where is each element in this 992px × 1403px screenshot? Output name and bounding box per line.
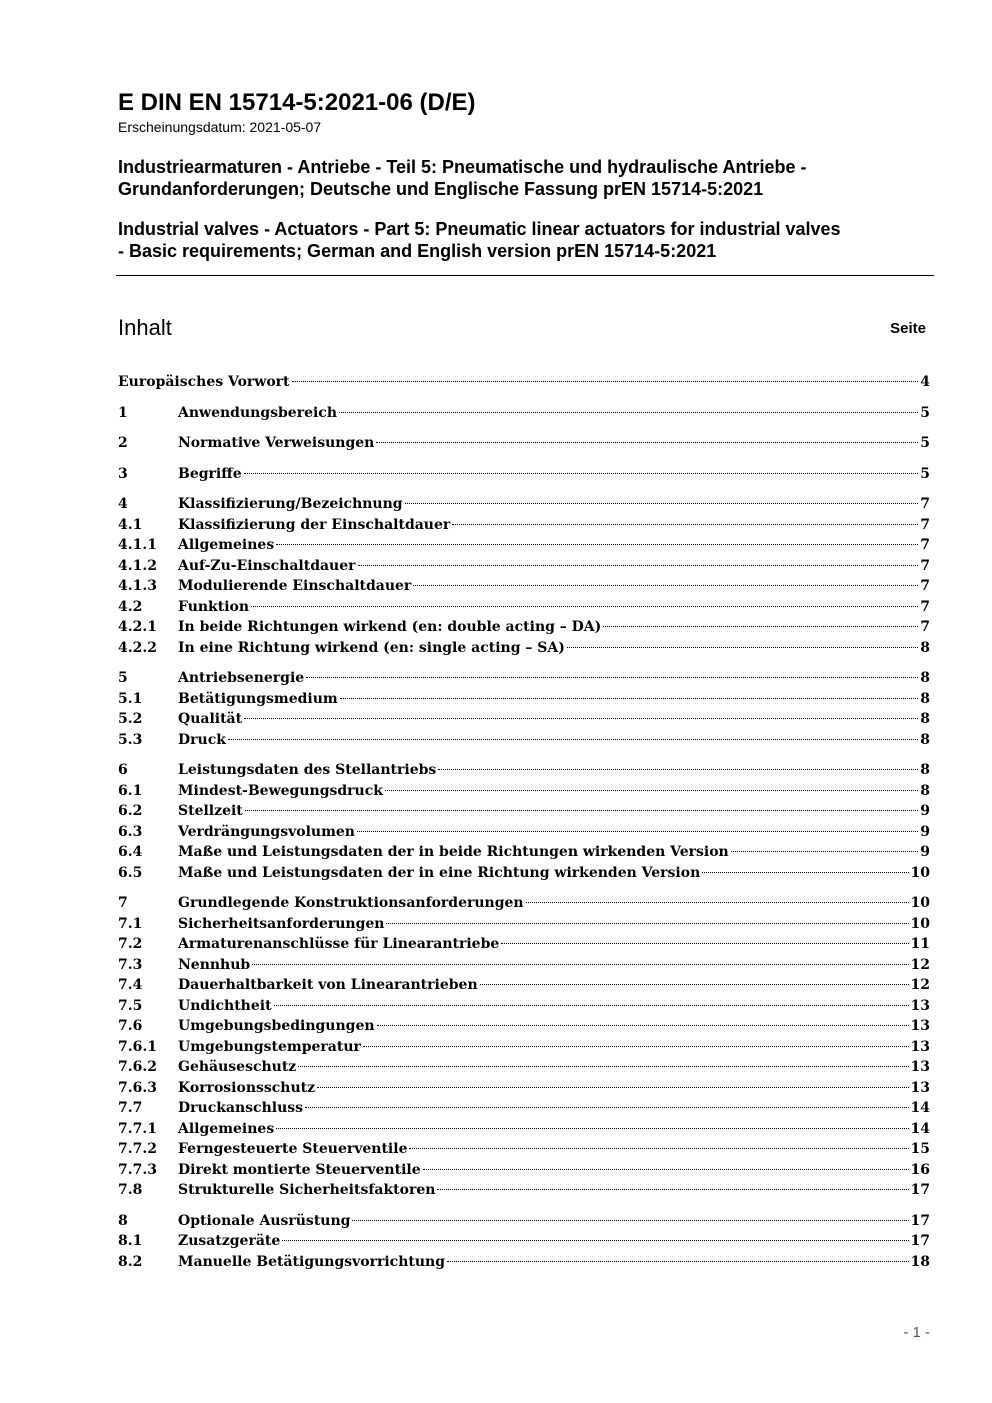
toc-entry-title[interactable]: Optionale Ausrüstung: [178, 1212, 351, 1229]
toc-entry-number: 4.2.1: [118, 619, 157, 635]
toc-entry-number: 7.7.1: [118, 1120, 157, 1137]
toc-entry-page: 8: [920, 782, 930, 799]
toc-entry-page: 17: [910, 1212, 930, 1229]
toc-dot-leader: [298, 1066, 908, 1067]
toc-entry-page: 7: [920, 598, 930, 615]
toc-dot-leader: [501, 943, 908, 944]
toc-entry[interactable]: [118, 689, 930, 710]
toc-entry-page: 8: [920, 670, 930, 686]
toc-entry[interactable]: [118, 638, 930, 659]
toc-entry-page: 13: [910, 997, 930, 1014]
toc-heading: Inhalt: [118, 315, 172, 340]
toc-dot-leader: [376, 442, 918, 443]
toc-entry-page: 7: [920, 516, 930, 533]
toc-dot-leader: [526, 902, 909, 903]
toc-entry-number: 7.6.3: [118, 1079, 157, 1096]
toc-entry[interactable]: [118, 955, 930, 976]
toc-entry[interactable]: [118, 822, 930, 843]
toc-dot-leader: [567, 647, 918, 648]
toc-entry-page: 14: [910, 1120, 930, 1137]
toc-entry-number: 5.3: [118, 731, 143, 748]
toc-entry-page: 12: [910, 977, 930, 993]
toc-entry-page: 16: [910, 1161, 930, 1178]
table-of-contents: [118, 372, 930, 1272]
toc-entry[interactable]: [118, 1231, 930, 1252]
toc-entry-page: 4: [920, 374, 930, 390]
toc-entry-page: 8: [920, 690, 930, 707]
toc-entry-number: 7.6.1: [118, 1038, 157, 1055]
toc-entry-page: 8: [920, 711, 930, 727]
header-divider: [116, 275, 934, 276]
toc-entry[interactable]: [118, 1119, 930, 1140]
toc-entry[interactable]: [118, 996, 930, 1017]
toc-entry-title[interactable]: Umgebungsbedingungen: [178, 1018, 375, 1034]
toc-entry[interactable]: [118, 801, 930, 822]
toc-dot-leader: [276, 544, 918, 545]
toc-entry[interactable]: [118, 1078, 930, 1099]
toc-entry-page: 8: [920, 639, 930, 656]
toc-dot-leader: [252, 964, 908, 965]
toc-entry-page: 5: [920, 465, 930, 482]
toc-entry-title[interactable]: Normative Verweisungen: [178, 435, 375, 451]
toc-entry-title[interactable]: Umgebungstemperatur: [178, 1038, 361, 1055]
toc-entry-title[interactable]: Funktion: [178, 598, 250, 615]
toc-entry[interactable]: [118, 934, 930, 955]
title-german-line-2: Grundanforderungen; Deutsche und Englische Fassung prEN 15714-5:2021: [118, 179, 764, 199]
title-german-line-1: Industriearmaturen - Antriebe - Teil 5: Pneumatische und hydraulische Antriebe -: [118, 157, 807, 177]
toc-entry-number: 7.6: [118, 1018, 143, 1034]
toc-entry-title[interactable]: Klassifizierung/Bezeichnung: [178, 496, 403, 512]
toc-entry-title[interactable]: Maße und Leistungsdaten der in eine Richtung wirkenden Version: [178, 864, 701, 881]
toc-entry[interactable]: [118, 1252, 930, 1273]
toc-entry[interactable]: [118, 535, 930, 556]
toc-entry-page: 9: [920, 823, 930, 840]
toc-entry-number: 4.1.2: [118, 557, 157, 574]
toc-heading-row: [118, 314, 926, 342]
toc-entry[interactable]: [118, 597, 930, 618]
toc-entry[interactable]: [118, 556, 930, 577]
toc-dot-leader: [276, 1128, 908, 1129]
toc-entry-number: 8: [118, 1212, 128, 1229]
toc-dot-leader: [339, 412, 918, 413]
toc-entry-page: 10: [910, 915, 930, 932]
toc-entry-number: 6: [118, 762, 128, 778]
toc-entry-number: 3: [118, 465, 128, 482]
toc-dot-leader: [437, 1189, 908, 1190]
toc-entry-title[interactable]: Verdrängungsvolumen: [178, 823, 355, 840]
toc-entry-page: 13: [910, 1018, 930, 1034]
toc-entry-number: 6.5: [118, 864, 143, 881]
toc-entry-title[interactable]: Grundlegende Konstruktionsanforderungen: [178, 895, 524, 911]
toc-dot-leader: [413, 585, 918, 586]
toc-entry[interactable]: [118, 494, 930, 515]
toc-dot-leader: [731, 851, 919, 852]
toc-entry-number: 7.5: [118, 997, 143, 1014]
toc-entry-number: 5: [118, 670, 128, 686]
toc-entry-title[interactable]: Auf-Zu-Einschaltdauer: [178, 557, 356, 574]
toc-entry-title[interactable]: Antriebsenergie: [178, 670, 305, 686]
toc-entry-page: 8: [920, 731, 930, 748]
document-id: E DIN EN 15714-5:2021-06 (D/E): [118, 89, 476, 116]
toc-entry-title[interactable]: Druckanschluss: [178, 1100, 304, 1116]
toc-dot-leader: [245, 810, 918, 811]
toc-entry[interactable]: [118, 576, 930, 597]
toc-dot-leader: [317, 1087, 908, 1088]
toc-entry[interactable]: [118, 730, 930, 751]
toc-entry-number: 7.3: [118, 956, 143, 973]
toc-entry[interactable]: [118, 1057, 930, 1078]
toc-entry-number: 7.7.2: [118, 1141, 157, 1157]
toc-entry[interactable]: [118, 893, 930, 914]
toc-dot-leader: [352, 1220, 908, 1221]
toc-entry[interactable]: [118, 975, 930, 996]
toc-entry[interactable]: [118, 781, 930, 802]
toc-entry-page: 5: [920, 404, 930, 421]
toc-entry-title[interactable]: Gehäuseschutz: [178, 1059, 297, 1075]
toc-entry-title[interactable]: Manuelle Betätigungsvorrichtung: [178, 1253, 445, 1270]
toc-entry-page: 10: [910, 864, 930, 881]
toc-entry-title[interactable]: Leistungsdaten des Stellantriebs: [178, 762, 437, 778]
toc-entry-number: 7.7: [118, 1100, 143, 1116]
toc-entry-title[interactable]: Stellzeit: [178, 803, 243, 819]
toc-dot-leader: [603, 626, 918, 627]
toc-entry-title[interactable]: Korrosionsschutz: [178, 1079, 316, 1096]
toc-entry-title[interactable]: Druck: [178, 731, 226, 748]
toc-entry-title[interactable]: In beide Richtungen wirkend (en: double acting – DA): [178, 619, 602, 635]
toc-entry-page: 7: [920, 619, 930, 635]
toc-entry-title[interactable]: Nennhub: [178, 956, 251, 973]
toc-dot-leader: [274, 1005, 909, 1006]
toc-entry[interactable]: [118, 760, 930, 781]
toc-entry-number: 7.8: [118, 1182, 143, 1198]
publication-date: Erscheinungsdatum: 2021-05-07: [118, 119, 322, 135]
toc-entry-page: 13: [910, 1079, 930, 1096]
toc-entry-number: 4.1.3: [118, 578, 157, 594]
toc-entry-page: 13: [910, 1059, 930, 1075]
toc-dot-leader: [292, 381, 919, 382]
toc-entry-title[interactable]: Sicherheitsanforderungen: [178, 915, 385, 932]
toc-dot-leader: [405, 503, 919, 504]
toc-entry-page: 7: [920, 537, 930, 553]
toc-entry-page: 17: [910, 1233, 930, 1249]
toc-entry-number: 6.3: [118, 823, 143, 840]
toc-entry-page: 9: [920, 803, 930, 819]
toc-dot-leader: [377, 1025, 909, 1026]
toc-entry-number: 7.2: [118, 936, 143, 952]
toc-entry[interactable]: [118, 372, 930, 393]
toc-entry-page: 14: [910, 1100, 930, 1116]
toc-dot-leader: [251, 606, 918, 607]
toc-page-column-label: Seite: [890, 320, 926, 337]
toc-entry-title[interactable]: Begriffe: [178, 465, 242, 482]
toc-dot-leader: [282, 1240, 908, 1241]
toc-entry-title[interactable]: Ferngesteuerte Steuerventile: [178, 1141, 408, 1157]
toc-entry-page: 8: [920, 762, 930, 778]
toc-dot-leader: [447, 1261, 909, 1262]
toc-dot-leader: [452, 524, 918, 525]
toc-entry[interactable]: [118, 1160, 930, 1181]
document-header: [118, 88, 934, 262]
toc-entry[interactable]: [118, 403, 930, 424]
toc-dot-leader: [306, 677, 918, 678]
toc-entry-title[interactable]: Klassifizierung der Einschaltdauer: [178, 516, 451, 533]
toc-entry[interactable]: [118, 464, 930, 485]
toc-entry-title[interactable]: Maße und Leistungsdaten der in beide Richtungen wirkenden Version: [178, 844, 729, 860]
toc-entry[interactable]: [118, 842, 930, 863]
toc-entry-number: 7.7.3: [118, 1161, 157, 1178]
toc-entry[interactable]: [118, 1180, 930, 1201]
toc-entry-page: 13: [910, 1038, 930, 1055]
toc-entry[interactable]: [118, 515, 930, 536]
toc-entry-number: 1: [118, 404, 128, 421]
toc-entry-title[interactable]: Mindest-Bewegungsdruck: [178, 782, 383, 799]
toc-dot-leader: [363, 1046, 909, 1047]
toc-entry-page: 7: [920, 578, 930, 594]
page-number: - 1 -: [903, 1324, 930, 1341]
toc-entry-title[interactable]: Qualität: [178, 711, 243, 727]
toc-entry-number: 4.2: [118, 598, 143, 615]
toc-dot-leader: [480, 984, 909, 985]
toc-entry-number: 7: [118, 895, 128, 911]
toc-dot-leader: [244, 718, 918, 719]
toc-entry-page: 9: [920, 844, 930, 860]
toc-dot-leader: [358, 565, 919, 566]
toc-dot-leader: [386, 923, 908, 924]
toc-entry-number: 7.4: [118, 977, 143, 993]
title-english: [118, 218, 934, 262]
toc-entry[interactable]: [118, 1098, 930, 1119]
toc-entry-title[interactable]: Dauerhaltbarkeit von Linearantrieben: [178, 977, 478, 993]
title-german: [118, 156, 934, 200]
toc-entry-title[interactable]: Betätigungsmedium: [178, 690, 338, 707]
toc-entry-title[interactable]: Allgemeines: [178, 537, 275, 553]
toc-entry-number: 4.1.1: [118, 537, 157, 553]
toc-entry-number: 5.2: [118, 711, 143, 727]
title-english-line-1: Industrial valves - Actuators - Part 5: Pneumatic linear actuators for industrial valves: [118, 219, 841, 239]
toc-entry[interactable]: [118, 863, 930, 884]
toc-entry-number: 7.1: [118, 915, 143, 932]
toc-entry-title[interactable]: Modulierende Einschaltdauer: [178, 578, 412, 594]
toc-dot-leader: [305, 1107, 909, 1108]
toc-entry-page: 10: [910, 895, 930, 911]
toc-dot-leader: [340, 698, 919, 699]
toc-entry-number: 4: [118, 496, 128, 512]
toc-entry-number: 6.1: [118, 782, 143, 799]
toc-entry-number: 6.4: [118, 844, 143, 860]
toc-entry-number: 7.6.2: [118, 1059, 157, 1075]
title-english-line-2: - Basic requirements; German and English version prEN 15714-5:2021: [118, 241, 717, 261]
toc-entry-title[interactable]: Armaturenanschlüsse für Linearantriebe: [178, 936, 500, 952]
toc-entry-title[interactable]: Anwendungsbereich: [178, 404, 337, 421]
toc-entry[interactable]: [118, 1139, 930, 1160]
toc-entry-title[interactable]: Undichtheit: [178, 997, 272, 1014]
toc-entry-page: 15: [910, 1141, 930, 1157]
toc-entry[interactable]: [118, 668, 930, 689]
toc-entry[interactable]: [118, 1037, 930, 1058]
toc-entry-page: 17: [910, 1182, 930, 1198]
toc-entry-number: 4.2.2: [118, 639, 157, 656]
toc-entry-title[interactable]: Zusatzgeräte: [178, 1233, 281, 1249]
toc-entry[interactable]: [118, 709, 930, 730]
toc-dot-leader: [357, 831, 918, 832]
toc-entry-title[interactable]: Strukturelle Sicherheitsfaktoren: [178, 1182, 436, 1198]
toc-entry-page: 7: [920, 557, 930, 574]
toc-dot-leader: [244, 473, 919, 474]
toc-entry-page: 7: [920, 496, 930, 512]
toc-dot-leader: [438, 769, 918, 770]
toc-entry[interactable]: [118, 617, 930, 638]
toc-entry-title[interactable]: In eine Richtung wirkend (en: single acting – SA): [178, 639, 565, 656]
toc-entry-title[interactable]: Allgemeines: [178, 1120, 275, 1137]
toc-entry-page: 11: [910, 936, 930, 952]
toc-dot-leader: [702, 872, 908, 873]
toc-entry[interactable]: [118, 1016, 930, 1037]
toc-dot-leader: [409, 1148, 908, 1149]
toc-entry-number: 5.1: [118, 690, 143, 707]
toc-dot-leader: [423, 1169, 909, 1170]
toc-entry-title[interactable]: Direkt montierte Steuerventile: [178, 1161, 421, 1178]
toc-entry-page: 12: [910, 956, 930, 973]
toc-entry-number: 8.2: [118, 1253, 143, 1270]
toc-entry-title[interactable]: Europäisches Vorwort: [118, 374, 290, 390]
toc-entry-page: 5: [920, 435, 930, 451]
toc-entry[interactable]: [118, 914, 930, 935]
toc-entry[interactable]: [118, 1211, 930, 1232]
toc-entry-number: 6.2: [118, 803, 143, 819]
toc-entry-number: 2: [118, 435, 128, 451]
toc-entry-number: 4.1: [118, 516, 143, 533]
toc-entry-page: 18: [910, 1253, 930, 1270]
toc-dot-leader: [385, 790, 918, 791]
toc-dot-leader: [228, 739, 918, 740]
toc-entry[interactable]: [118, 433, 930, 454]
toc-entry-number: 8.1: [118, 1233, 143, 1249]
